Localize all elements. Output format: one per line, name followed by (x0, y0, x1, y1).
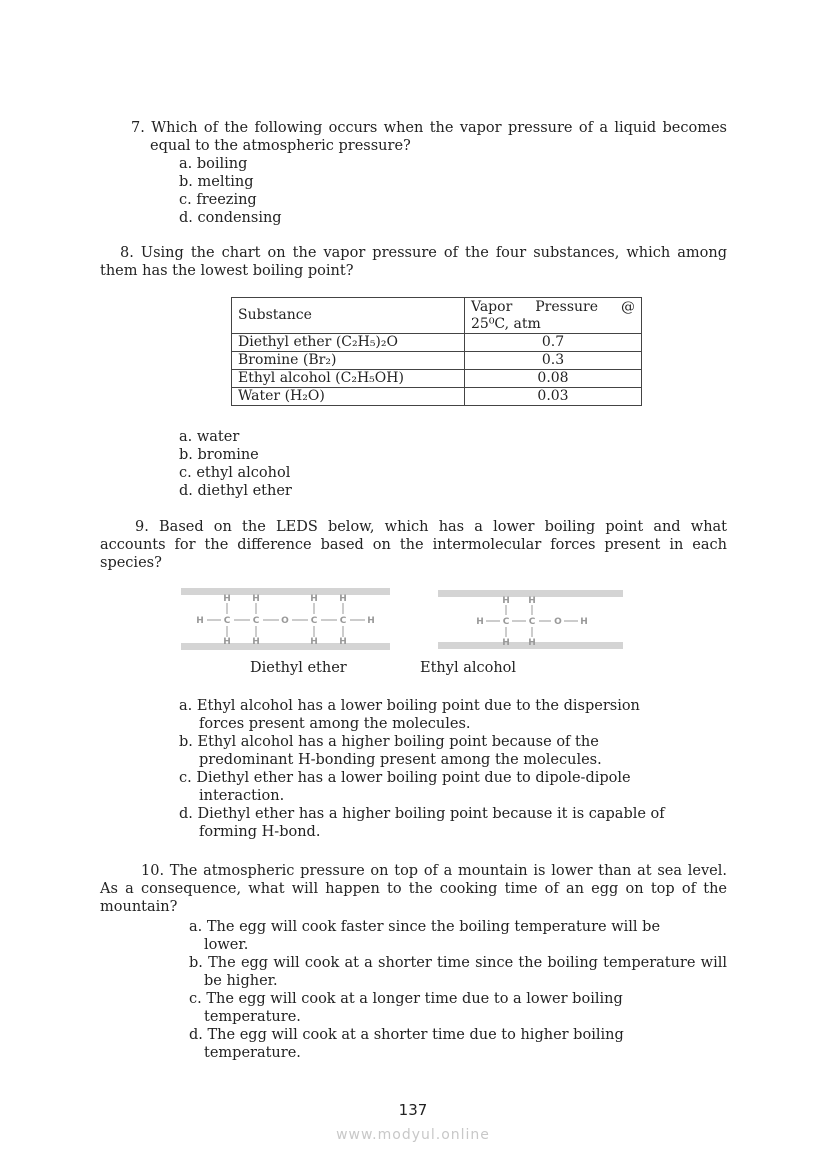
svg-text:H: H (367, 616, 375, 626)
q7-option-b: b. melting (179, 174, 254, 190)
q10-stem-line3: mountain? (100, 899, 178, 915)
svg-text:O: O (281, 616, 289, 626)
q9-option-d-cont: forming H-bond. (199, 824, 321, 840)
cell-value: 0.7 (465, 334, 642, 352)
svg-text:H: H (196, 616, 204, 626)
svg-text:C: C (252, 616, 260, 626)
atom-labels (476, 596, 588, 648)
q9-option-c-cont: interaction. (199, 788, 285, 804)
svg-text:C: C (310, 616, 318, 626)
q8-option-a: a. water (179, 429, 240, 445)
cell-substance: Diethyl ether (C₂H₅)₂O (232, 334, 465, 352)
header-vp-line2: 25⁰C, atm (471, 315, 541, 332)
svg-text:H: H (339, 594, 347, 604)
svg-text:O: O (554, 617, 562, 627)
q7-option-d: d. condensing (179, 210, 282, 226)
q10-option-a-cont: lower. (204, 937, 249, 953)
q10-option-b: b. The egg will cook at a shorter time since the boiling temperature will (189, 955, 727, 971)
caption-diethyl-ether: Diethyl ether (250, 660, 347, 676)
cell-value: 0.03 (465, 388, 642, 406)
cell-substance: Bromine (Br₂) (232, 352, 465, 370)
q9-option-b: b. Ethyl alcohol has a higher boiling point because of the (179, 734, 599, 750)
q10-option-c: c. The egg will cook at a longer time due to a lower boiling (189, 991, 623, 1007)
vapor-pressure-table (231, 297, 642, 406)
q9-stem-line1: 9. Based on the LEDS below, which has a lower boiling point and what (135, 519, 727, 535)
q10-option-c-cont: temperature. (204, 1009, 301, 1025)
svg-text:H: H (252, 637, 260, 647)
q7-option-a: a. boiling (179, 156, 248, 172)
header-vapor-pressure (465, 298, 642, 334)
table-row (232, 334, 642, 352)
q8-stem-line1: 8. Using the chart on the vapor pressure of the four substances, which among (120, 245, 727, 261)
svg-text:H: H (502, 596, 510, 606)
q10-option-a: a. The egg will cook faster since the boiling temperature will be (189, 919, 661, 935)
svg-text:H: H (476, 617, 484, 627)
svg-text:H: H (223, 594, 231, 604)
table-row (232, 370, 642, 388)
watermark: www.modyul.online (336, 1127, 490, 1143)
q9-option-b-cont: predominant H-bonding present among the molecules. (199, 752, 602, 768)
ethyl-alcohol-structure (438, 590, 624, 652)
structure-band-bottom (181, 643, 390, 650)
cell-substance: Ethyl alcohol (C₂H₅OH) (232, 370, 465, 388)
q7-option-c: c. freezing (179, 192, 257, 208)
q10-option-b-cont: be higher. (204, 973, 278, 989)
q10-option-d-cont: temperature. (204, 1045, 301, 1061)
svg-text:C: C (528, 617, 536, 627)
svg-text:H: H (223, 637, 231, 647)
q9-stem-line3: species? (100, 555, 162, 571)
svg-text:C: C (223, 616, 231, 626)
q7-stem-line2: equal to the atmospheric pressure? (150, 138, 411, 154)
table-row (232, 352, 642, 370)
q8-option-b: b. bromine (179, 447, 259, 463)
svg-text:H: H (580, 617, 588, 627)
cell-value: 0.3 (465, 352, 642, 370)
svg-text:H: H (528, 638, 536, 648)
svg-text:H: H (310, 637, 318, 647)
structure-band-top (181, 588, 390, 595)
svg-text:H: H (252, 594, 260, 604)
q9-stem-line2: accounts for the difference based on the intermolecular forces present in each (100, 537, 727, 553)
svg-text:H: H (528, 596, 536, 606)
svg-text:C: C (502, 617, 510, 627)
table-header-row (232, 298, 642, 334)
page-number: 137 (398, 1101, 428, 1119)
atom-labels (196, 594, 375, 647)
q8-option-c: c. ethyl alcohol (179, 465, 291, 481)
svg-text:H: H (339, 637, 347, 647)
q9-option-d: d. Diethyl ether has a higher boiling point because it is capable of (179, 806, 665, 822)
q7-stem-line1: 7. Which of the following occurs when the vapor pressure of a liquid becomes (131, 120, 727, 136)
q9-option-a: a. Ethyl alcohol has a lower boiling point due to the dispersion (179, 698, 640, 714)
svg-text:C: C (339, 616, 347, 626)
caption-ethyl-alcohol: Ethyl alcohol (420, 660, 517, 676)
q10-option-d: d. The egg will cook at a shorter time due to higher boiling (189, 1027, 624, 1043)
q9-option-c: c. Diethyl ether has a lower boiling point due to dipole-dipole (179, 770, 631, 786)
q8-option-d: d. diethyl ether (179, 483, 292, 499)
svg-text:H: H (502, 638, 510, 648)
q10-stem-line1: 10. The atmospheric pressure on top of a mountain is lower than at sea level. (141, 863, 727, 879)
svg-text:H: H (310, 594, 318, 604)
q8-stem-line2: them has the lowest boiling point? (100, 263, 354, 279)
diethyl-ether-structure (181, 588, 391, 652)
q9-option-a-cont: forces present among the molecules. (199, 716, 471, 732)
cell-substance: Water (H₂O) (232, 388, 465, 406)
table-row (232, 388, 642, 406)
q10-stem-line2: As a consequence, what will happen to the cooking time of an egg on top of the (100, 881, 727, 897)
header-vp-line1: Vapor Pressure @ (471, 298, 635, 315)
cell-value: 0.08 (465, 370, 642, 388)
header-substance: Substance (232, 298, 465, 334)
